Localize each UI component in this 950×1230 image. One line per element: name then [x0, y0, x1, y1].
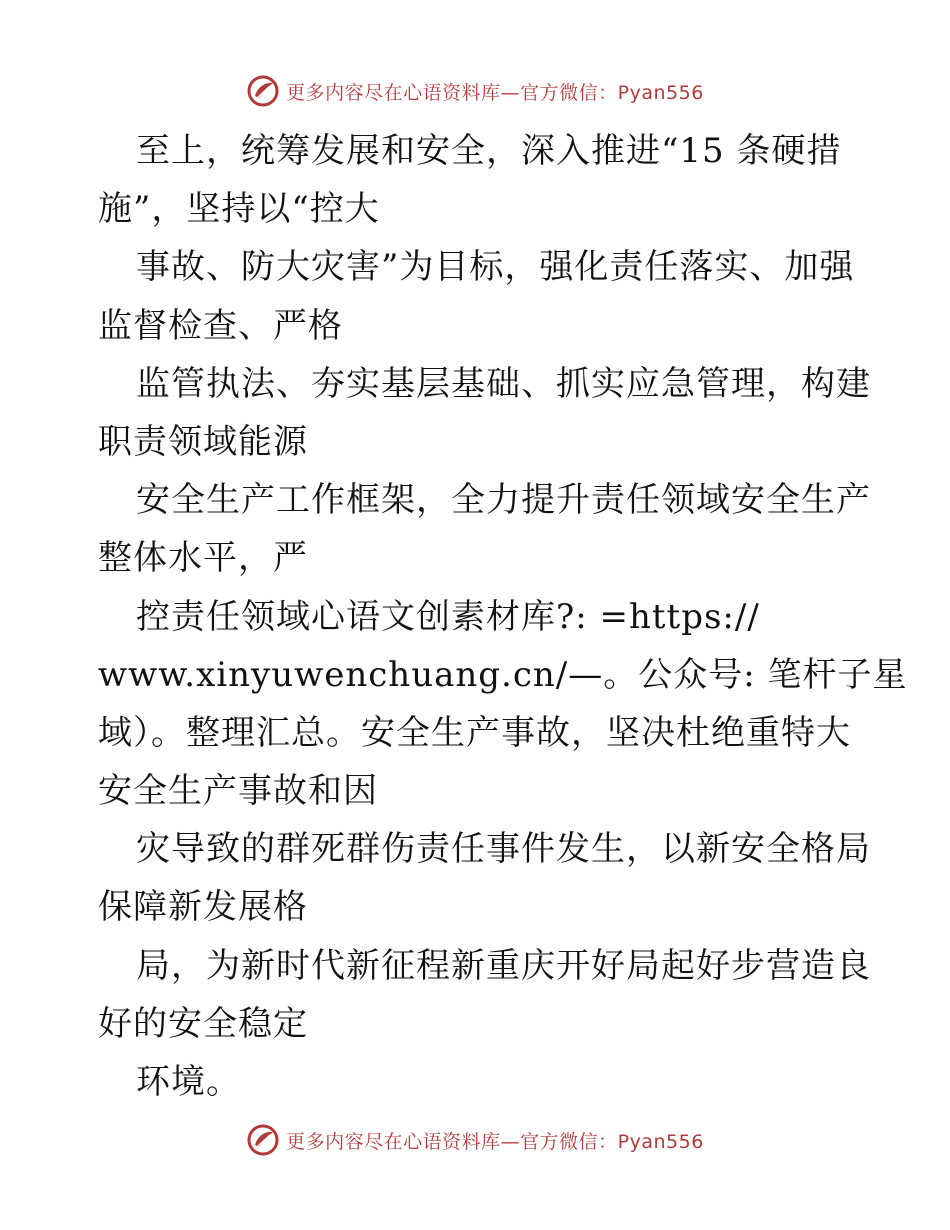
text-line: 域）。整理汇总。安全生产事故，坚决杜绝重特大	[98, 712, 851, 753]
text-line: 环境。	[136, 1062, 241, 1102]
text-line: 局，为新时代新征程新重庆开好局起好步营造良	[136, 945, 871, 986]
footer-banner	[0, 1120, 950, 1160]
text-line: 好的安全稳定	[98, 1003, 308, 1044]
text-line: 灾导致的群死群伤责任事件发生，以新安全格局	[136, 829, 871, 870]
text-line: 职责领域能源	[98, 421, 308, 462]
header-banner	[0, 71, 950, 111]
text-line: 事故、防大灾害”为目标，强化责任落实、加强	[136, 247, 855, 288]
text-line: 监管执法、夯实基层基础、抓实应急管理，构建	[136, 363, 871, 404]
text-line: 监督检查、严格	[98, 305, 343, 346]
text-line: www.xinyuwenchuang.cn/—。公众号: 笔杆子星	[98, 654, 908, 695]
text-line: 安全生产事故和因	[98, 771, 378, 812]
banner-text: 更多内容尽在心语资料库—官方微信：Pyan556	[286, 81, 704, 104]
text-line: 至上，统筹发展和安全，深入推进“15 条硬措	[136, 131, 842, 171]
text-line: 安全生产工作框架，全力提升责任领域安全生产	[136, 480, 871, 521]
document-body	[98, 122, 908, 1111]
brand-logo-icon	[246, 1123, 280, 1157]
text-line: 整体水平，严	[98, 538, 308, 579]
banner-text: 更多内容尽在心语资料库—官方微信：Pyan556	[286, 1130, 704, 1153]
text-line: 施”，坚持以“控大	[98, 189, 380, 230]
brand-logo-icon	[246, 74, 280, 108]
text-line: 保障新发展格	[98, 887, 308, 928]
text-line: 控责任领域心语文创素材库?: =https://	[136, 596, 760, 637]
